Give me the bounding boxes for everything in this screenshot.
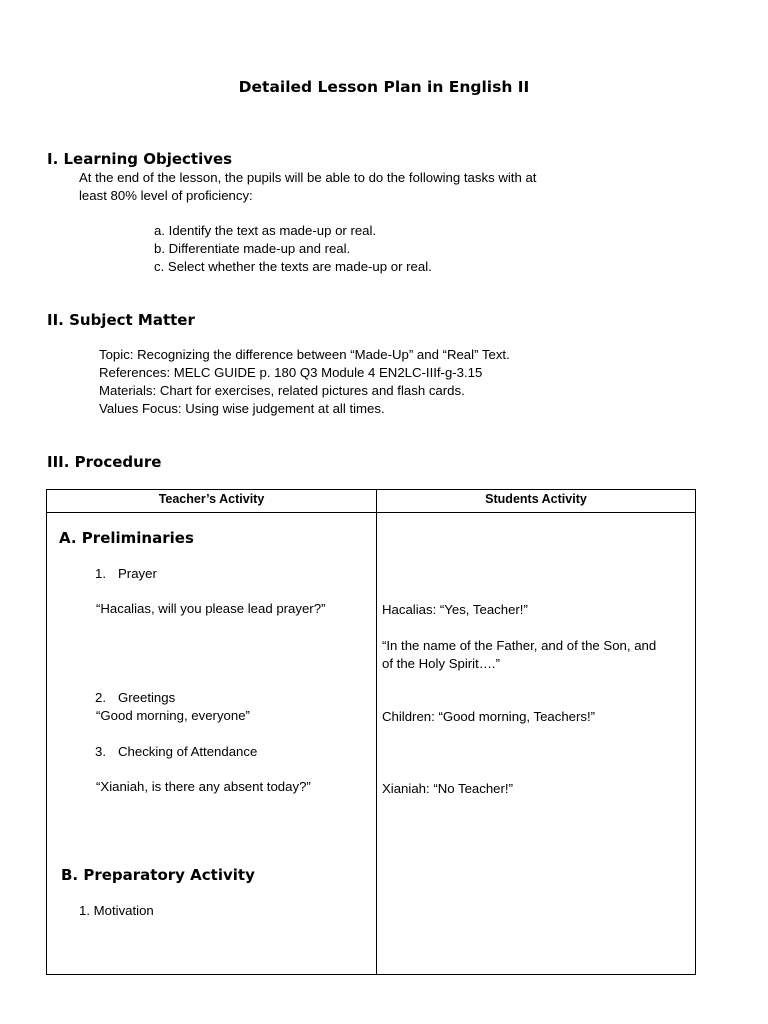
- teacher-activity-header: Teacher’s Activity: [158, 492, 265, 506]
- objectives-intro-line1: At the end of the lesson, the pupils will be able to do the following tasks with at: [79, 170, 537, 185]
- greetings-teacher-line: “Good morning, everyone”: [96, 708, 250, 723]
- greetings-label: Greetings: [118, 690, 176, 705]
- document-title: Detailed Lesson Plan in English II: [238, 78, 530, 96]
- subject-topic: Topic: Recognizing the difference between “Made-Up” and “Real” Text.: [99, 347, 510, 362]
- procedure-heading: III. Procedure: [47, 453, 162, 471]
- prayer-student-reply: Hacalias: “Yes, Teacher!”: [382, 602, 528, 617]
- preparatory-activity-heading: B. Preparatory Activity: [61, 866, 255, 884]
- subject-references: References: MELC GUIDE p. 180 Q3 Module 4 EN2LC-IIIf-g-3.15: [99, 365, 483, 380]
- greetings-number: 2.: [95, 690, 106, 705]
- prayer-teacher-line: “Hacalias, will you please lead prayer?”: [96, 601, 326, 616]
- objectives-heading: I. Learning Objectives: [47, 150, 233, 168]
- subject-materials: Materials: Chart for exercises, related pictures and flash cards.: [99, 383, 465, 398]
- objective-item: a. Identify the text as made-up or real.: [154, 223, 377, 238]
- prayer-number: 1.: [95, 566, 106, 581]
- motivation-item: 1. Motivation: [79, 903, 154, 918]
- attendance-teacher-line: “Xianiah, is there any absent today?”: [96, 779, 311, 794]
- attendance-label: Checking of Attendance: [118, 744, 258, 759]
- attendance-number: 3.: [95, 744, 106, 759]
- objective-item: b. Differentiate made-up and real.: [154, 241, 351, 256]
- greetings-student-reply: Children: “Good morning, Teachers!”: [382, 709, 596, 724]
- subject-values: Values Focus: Using wise judgement at all times.: [99, 401, 385, 416]
- table-header-row: [47, 490, 695, 513]
- prayer-label: Prayer: [118, 566, 157, 581]
- objective-item: c. Select whether the texts are made-up or real.: [154, 259, 432, 274]
- subject-matter-heading: II. Subject Matter: [47, 311, 195, 329]
- preliminaries-heading: A. Preliminaries: [59, 529, 194, 547]
- students-activity-header: Students Activity: [485, 492, 587, 506]
- prayer-student-line2: of the Holy Spirit….”: [382, 656, 500, 671]
- procedure-table: [46, 489, 696, 975]
- attendance-student-reply: Xianiah: “No Teacher!”: [382, 781, 513, 796]
- objectives-intro-line2: least 80% level of proficiency:: [79, 188, 253, 203]
- column-divider: [376, 490, 377, 974]
- prayer-student-line1: “In the name of the Father, and of the Son, and: [382, 638, 657, 653]
